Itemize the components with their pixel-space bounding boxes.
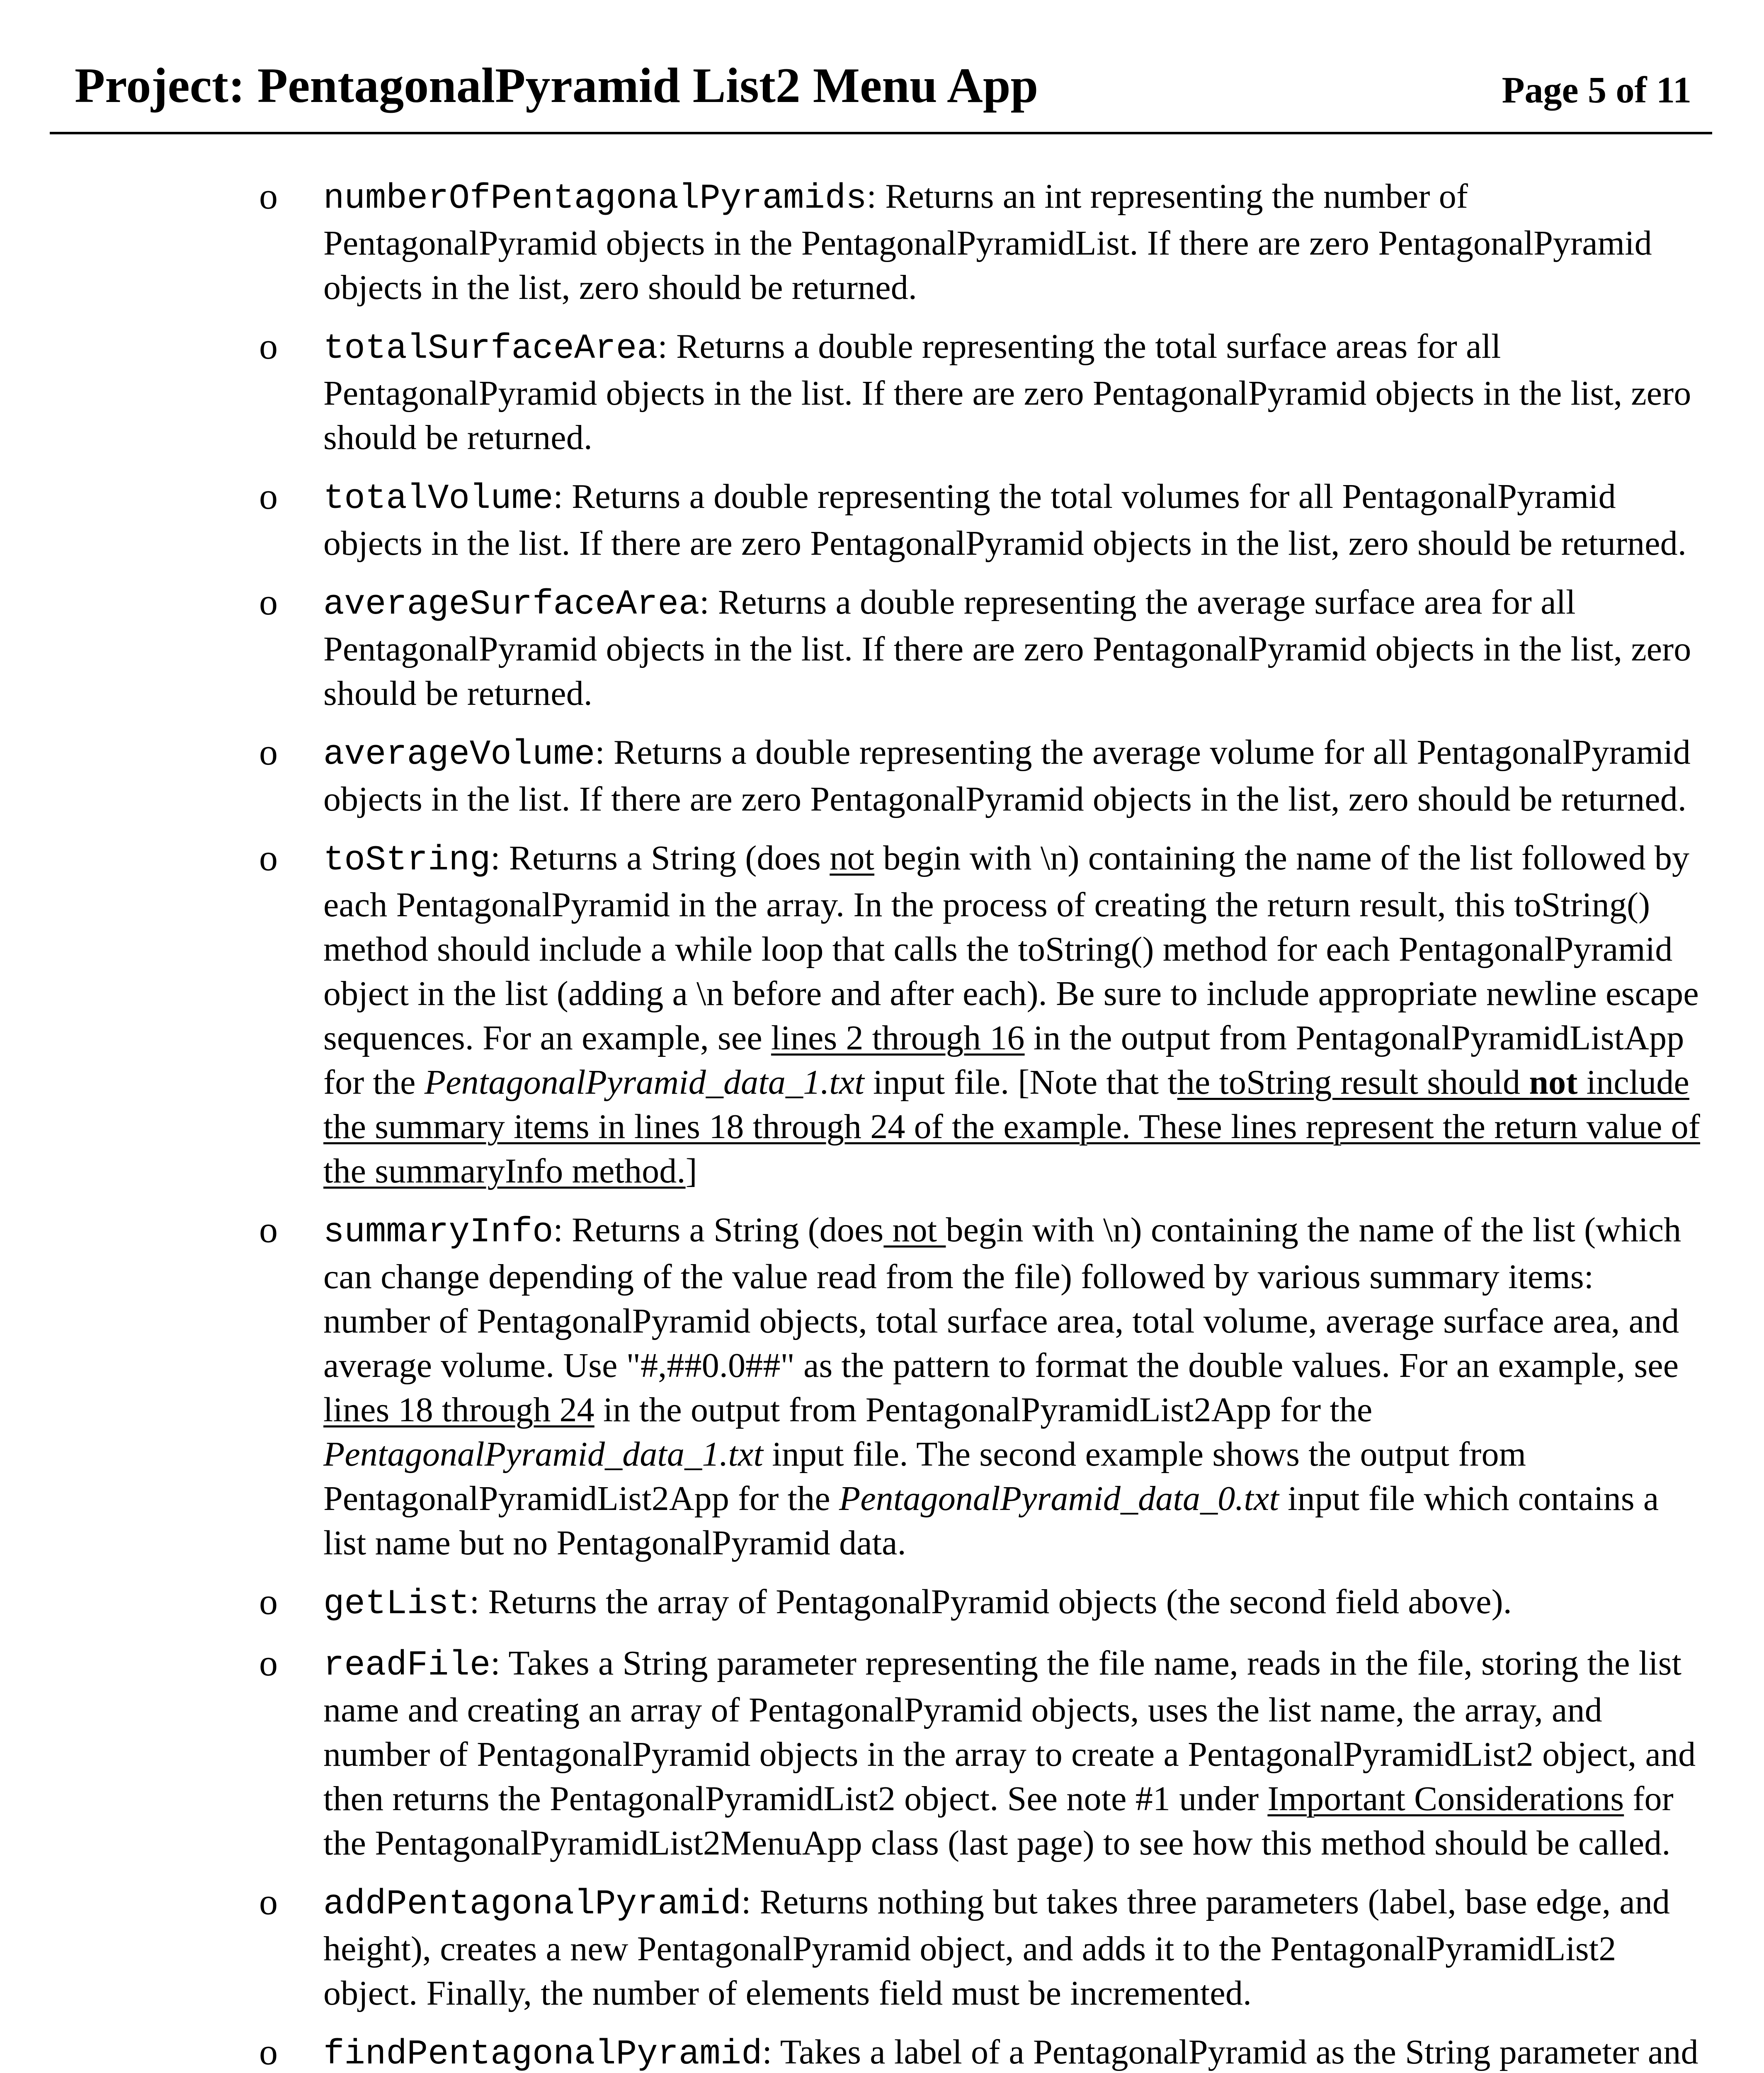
method-name: totalVolume bbox=[323, 479, 553, 519]
page-number: Page 5 of 11 bbox=[1502, 70, 1691, 111]
bullet: o bbox=[259, 176, 278, 217]
page-title: Project: PentagonalPyramid List2 Menu App bbox=[75, 58, 1039, 113]
list-item-to-string bbox=[0, 836, 1764, 1193]
item-text bbox=[323, 1580, 1704, 1626]
list-item-average-surface-area bbox=[0, 580, 1764, 716]
method-description: : Returns a double representing the average volume for all PentagonalPyramid objects in the list. If there are zero PentagonalPyramid objects in the list, zero should be returned. bbox=[323, 733, 1691, 818]
important-considerations-link: Important Considerations bbox=[1267, 1779, 1624, 1818]
text-run: in the output from PentagonalPyramidListApp for the bbox=[323, 1019, 1684, 1102]
method-description: : Returns nothing but takes three parameters (label, base edge, and height), creates a new PentagonalPyramid object, and adds it to the PentagonalPyramidList2 object. Finally, the number of elements field must be incremented. bbox=[323, 1883, 1670, 2012]
item-text bbox=[323, 174, 1704, 310]
bullet: o bbox=[259, 476, 278, 517]
method-description: : Returns a double representing the total surface areas for all PentagonalPyramid objects in the list. If there are zero PentagonalPyramid objects in the list, zero should be returned. bbox=[323, 327, 1691, 457]
method-description: : Returns an int representing the number of PentagonalPyramid objects in the PentagonalPyramidList. If there are zero PentagonalPyramid objects in the list, zero should be returned. bbox=[323, 177, 1652, 307]
bullet: o bbox=[259, 326, 278, 367]
page-header bbox=[50, 54, 1708, 133]
bullet: o bbox=[259, 732, 278, 773]
item-text bbox=[323, 836, 1704, 1193]
text-run: in the output from PentagonalPyramidList2App for the bbox=[594, 1391, 1373, 1429]
method-list bbox=[0, 174, 1764, 2073]
item-text bbox=[323, 580, 1704, 716]
list-item-read-file bbox=[0, 1641, 1764, 1865]
list-item-average-volume bbox=[0, 730, 1764, 821]
text-run: : Returns a String (does bbox=[490, 839, 830, 877]
note-underlined: include the summary items in lines 18 through 24 of the example. These lines represent the return value of the summaryInfo method. bbox=[323, 1063, 1700, 1190]
bullet: o bbox=[259, 1581, 278, 1622]
method-name: findPentagonalPyramid bbox=[323, 2035, 762, 2073]
item-text bbox=[323, 1880, 1704, 2015]
method-name: averageSurfaceArea bbox=[323, 585, 700, 624]
text-run: ] bbox=[685, 1152, 697, 1190]
header-divider bbox=[50, 132, 1712, 134]
bullet: o bbox=[259, 582, 278, 623]
item-text bbox=[323, 324, 1704, 460]
list-item-add-pentagonal-pyramid bbox=[0, 1880, 1764, 2015]
method-name: averageVolume bbox=[323, 735, 595, 774]
bullet: o bbox=[259, 837, 278, 879]
item-text bbox=[323, 474, 1704, 566]
text-run: begin with \n) containing the name of the list (which can change depending of the value read from the file) followed by various summary items: number of PentagonalPyramid objects, total surface area, total volume, average surface area, and average volume. Use "#,##0.0##" as the pattern to format the double values. For an example, see bbox=[323, 1211, 1682, 1385]
text-run: input file which contains a list name but no PentagonalPyramid data. bbox=[323, 1479, 1659, 1562]
file-name: PentagonalPyramid_data_0.txt bbox=[839, 1479, 1279, 1518]
text-run: : Takes a String parameter representing the file name, reads in the file, storing the list name and creating an array of PentagonalPyramid objects, uses the list name, the array, and number of PentagonalPyramid objects in the array to create a PentagonalPyramidList2 object, and then returns the PentagonalPyramidList2 object. See note #1 under bbox=[323, 1644, 1696, 1818]
item-text bbox=[323, 1641, 1704, 1865]
text-run: for the PentagonalPyramidList2MenuApp class (last page) to see how this method should be called. bbox=[323, 1779, 1674, 1862]
text-run: begin with \n) containing the name of the list followed by each PentagonalPyramid in the array. In the process of creating the return result, this toString() method should include a while loop that calls the toString() method for each PentagonalPyramid object in the list (adding a \n before and after each). Be sure to include appropriate newline escape sequences. For an example, see bbox=[323, 839, 1699, 1057]
line-reference: lines 18 through 24 bbox=[323, 1391, 594, 1429]
list-item-summary-info bbox=[0, 1208, 1764, 1565]
method-description: : Returns a double representing the average surface area for all PentagonalPyramid objects in the list. If there are zero PentagonalPyramid objects in the list, zero should be returned. bbox=[323, 583, 1691, 713]
note-bold-not: not bbox=[1529, 1063, 1578, 1102]
method-name: toString bbox=[323, 841, 491, 880]
emphasis-not: not bbox=[830, 839, 875, 877]
bullet: o bbox=[259, 1643, 278, 1684]
method-name: readFile bbox=[323, 1646, 491, 1685]
list-item-number-of-pentagonal-pyramids bbox=[0, 174, 1764, 310]
list-item-find-pentagonal-pyramid bbox=[0, 2030, 1764, 2073]
text-run: input file. The second example shows the output from PentagonalPyramidList2App for the bbox=[323, 1435, 1526, 1518]
item-text bbox=[323, 2030, 1704, 2073]
method-name: totalSurfaceArea bbox=[323, 329, 658, 369]
bullet: o bbox=[259, 1209, 278, 1250]
method-description: : Returns the array of PentagonalPyramid objects (the second field above). bbox=[469, 1583, 1512, 1621]
list-item-get-list bbox=[0, 1580, 1764, 1626]
bullet: o bbox=[259, 1881, 278, 1923]
text-run: : Returns a String (does bbox=[553, 1211, 884, 1249]
method-name: getList bbox=[323, 1585, 470, 1624]
method-description: : Takes a label of a PentagonalPyramid as the String parameter and bbox=[762, 2033, 1698, 2071]
line-reference: lines 2 through 16 bbox=[771, 1019, 1025, 1057]
emphasis-not: not bbox=[883, 1211, 946, 1249]
item-text bbox=[323, 730, 1704, 821]
file-name: PentagonalPyramid_data_1.txt bbox=[424, 1063, 864, 1102]
bullet: o bbox=[259, 2032, 278, 2073]
method-name: numberOfPentagonalPyramids bbox=[323, 179, 867, 218]
method-description: : Returns a double representing the total volumes for all PentagonalPyramid objects in the list. If there are zero PentagonalPyramid objects in the list, zero should be returned. bbox=[323, 477, 1686, 563]
method-name: summaryInfo bbox=[323, 1213, 553, 1252]
list-item-total-volume bbox=[0, 474, 1764, 566]
list-item-total-surface-area bbox=[0, 324, 1764, 460]
method-name: addPentagonalPyramid bbox=[323, 1885, 742, 1924]
text-run: input file. [Note that t bbox=[864, 1063, 1177, 1102]
file-name: PentagonalPyramid_data_1.txt bbox=[323, 1435, 764, 1473]
item-text bbox=[323, 1208, 1704, 1565]
note-underlined: he toString result should bbox=[1177, 1063, 1529, 1102]
